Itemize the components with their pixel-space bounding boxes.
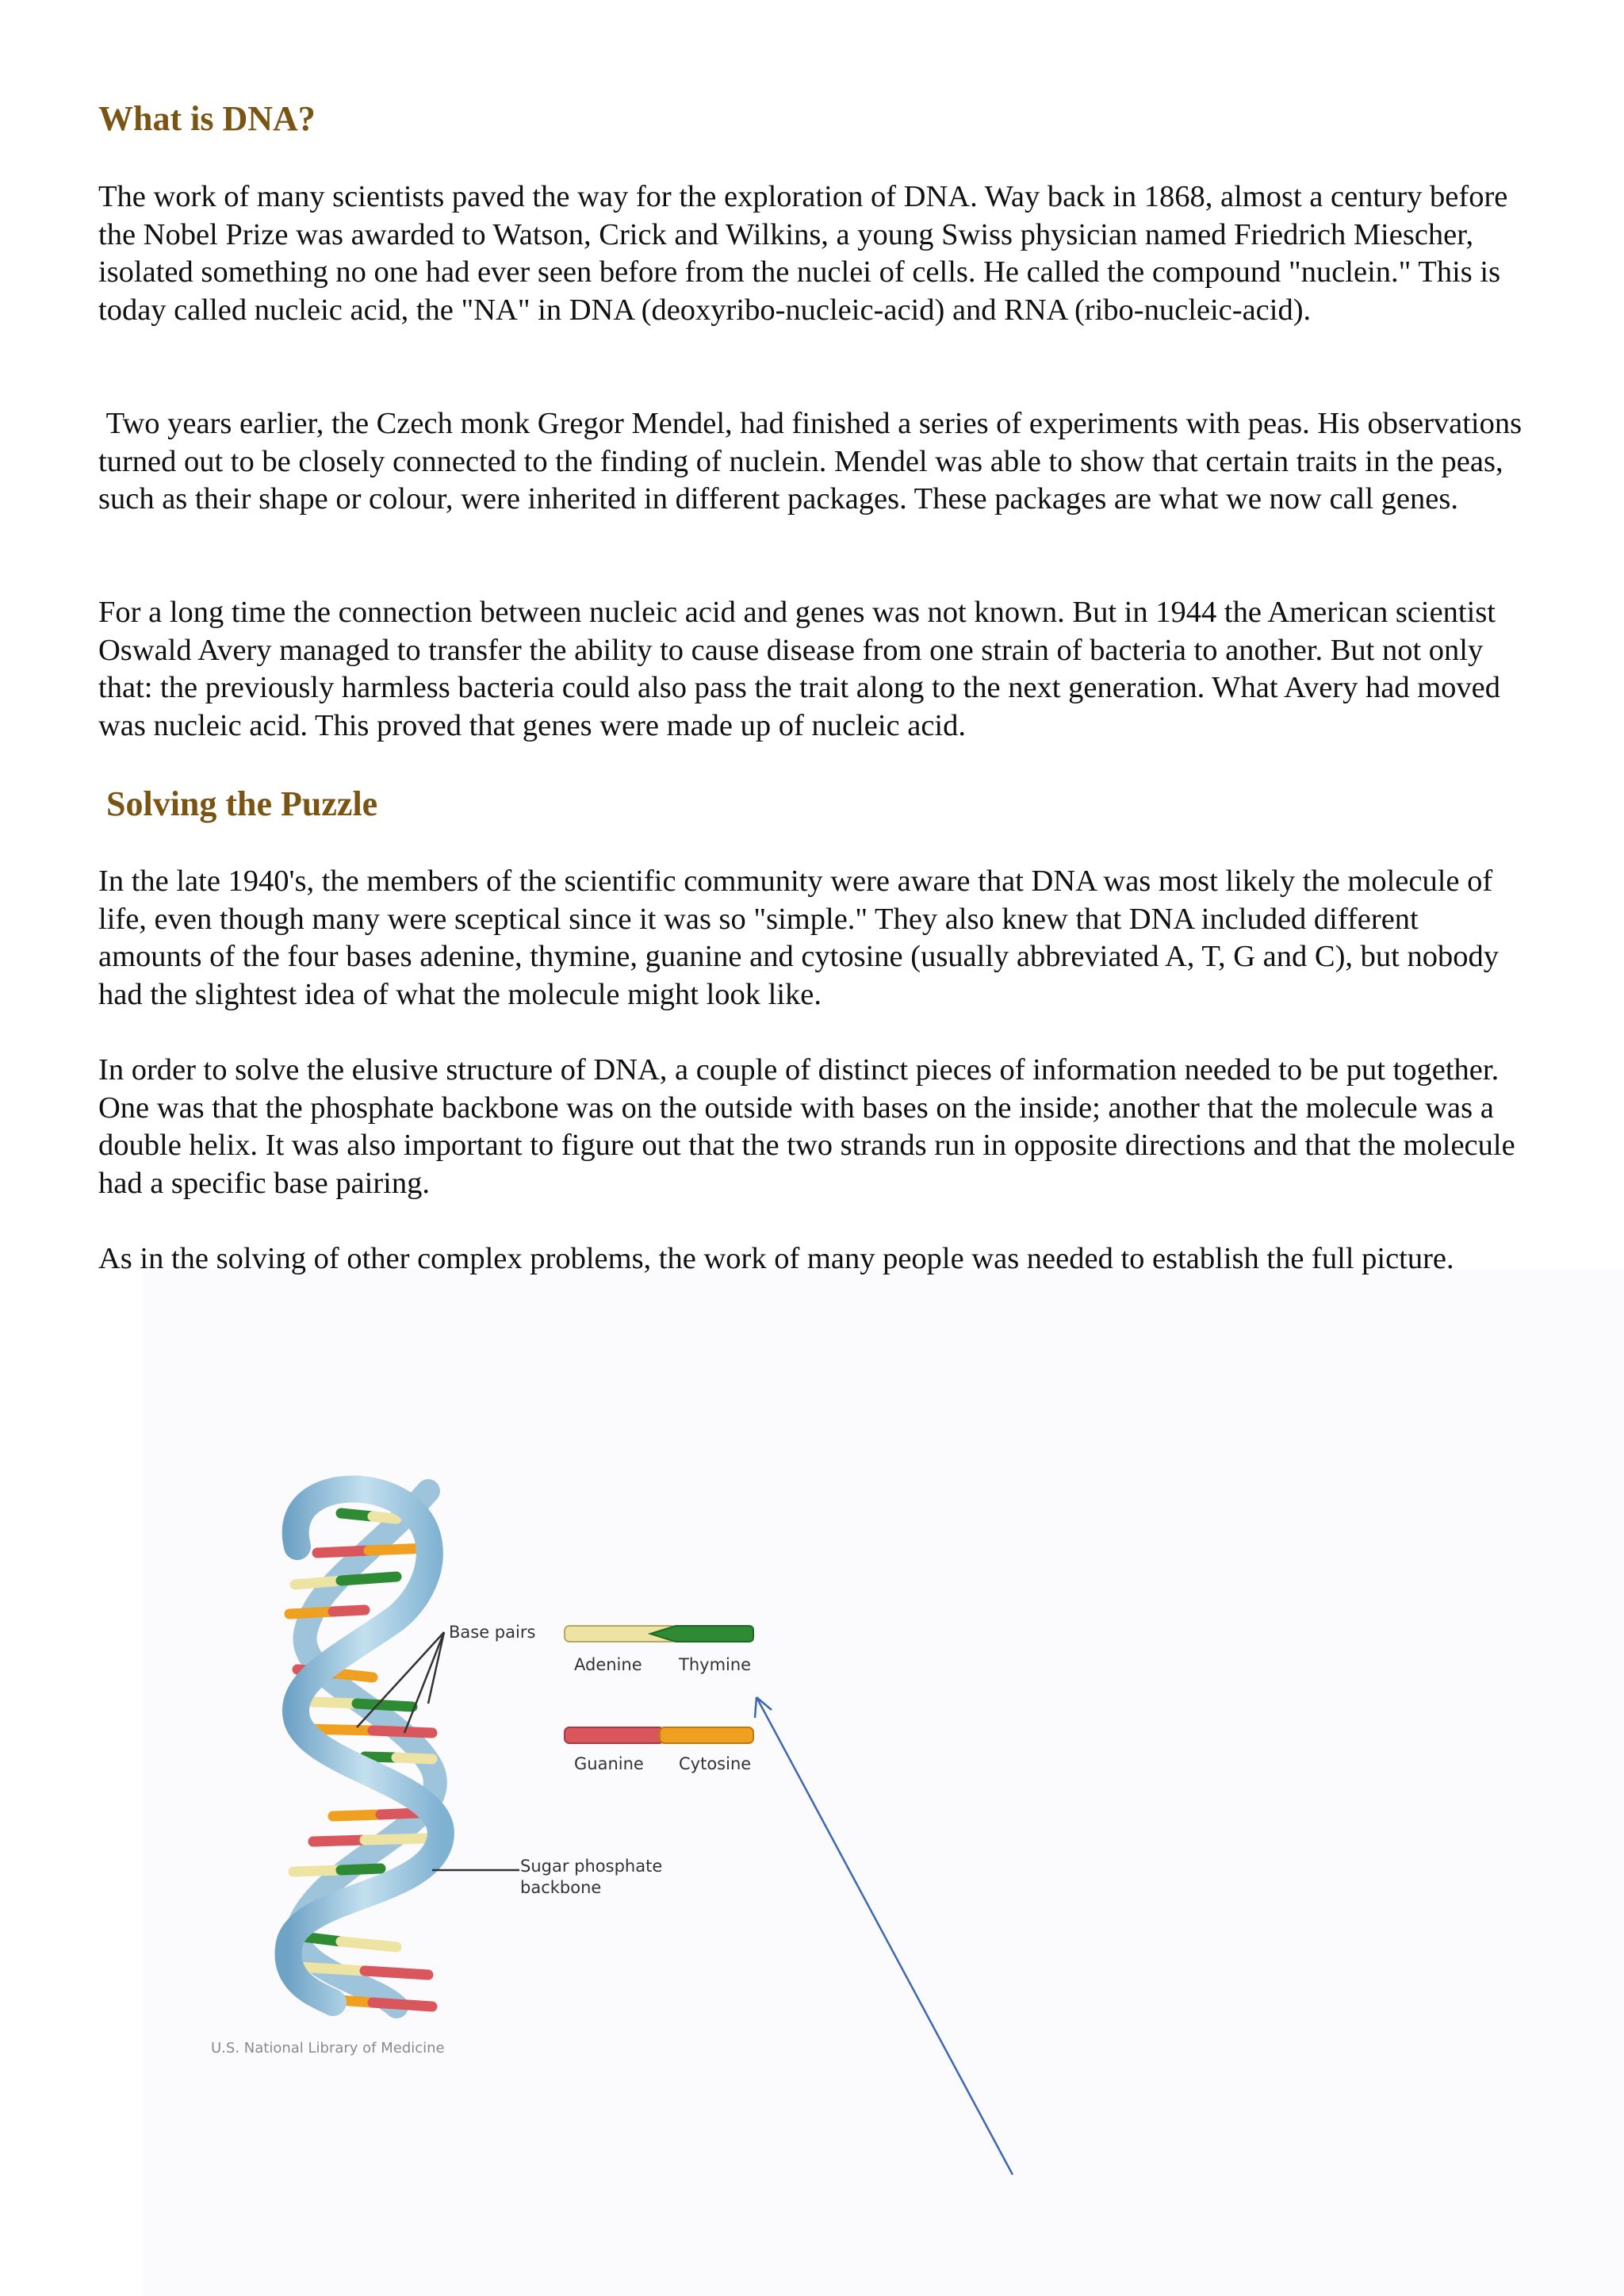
paragraph: In the late 1940's, the members of the scientific community were aware that DNA was most likely the molecule of life, even though many were sceptical since it was so "simple." They also knew that DNA included different amounts of the four bases adenine, thymine, guanine and cytosine (usually abbreviated A, T, G and C), but nobody had the slightest idea of what the molecule might look like. [98, 864, 1499, 1011]
page-shading [143, 1269, 1624, 2296]
label-adenine: Adenine [574, 1655, 642, 1674]
section-title-solving-the-puzzle: Solving the Puzzle [106, 784, 378, 823]
image-credit: U.S. National Library of Medicine [211, 2040, 445, 2056]
label-guanine: Guanine [574, 1754, 644, 1773]
paragraph: The work of many scientists paved the way for the exploration of DNA. Way back in 1868, almost a century before the Nobel Prize was awarded to Watson, Crick and Wilkins, a young Swiss physician named Friedrich Miescher, isolated something no one had ever seen before from the nuclei of cells. He called the compound "nuclein." This is today called nucleic acid, the "NA" in DNA (deoxyribo-nucleic-acid) and RNA (ribo-nucleic-acid). [98, 180, 1508, 327]
paragraph: Two years earlier, the Czech monk Gregor Mendel, had finished a series of experiments with peas. His observations turned out to be closely connected to the finding of nuclein. Mendel was able to show that certain traits in the peas, such as their shape or colour, were inherited in different packages. These packages are what we now call genes. [98, 407, 1530, 516]
label-base-pairs: Base pairs [449, 1623, 536, 1642]
section-title-what-is-dna: What is DNA? [98, 99, 316, 138]
paragraph: For a long time the connection between nucleic acid and genes was not known. But in 1944 the American scientist Oswald Avery managed to transfer the ability to cause disease from one strain of bacteria to another. But not only that: the previously harmless bacteria could also pass the trait along to the next generation. What Avery had moved was nucleic acid. This proved that genes were made up of nucleic acid. [98, 596, 1500, 742]
paragraph: As in the solving of other complex problems, the work of many people was needed to establish the full picture. [98, 1242, 1454, 1275]
label-thymine: Thymine [679, 1655, 752, 1674]
label-backbone-line1: Sugar phosphate [520, 1857, 663, 1876]
label-cytosine: Cytosine [679, 1754, 752, 1773]
label-backbone-line2: backbone [520, 1878, 602, 1897]
paragraph: In order to solve the elusive structure of DNA, a couple of distinct pieces of information needed to be put together. One was that the phosphate backbone was on the outside with bases on the inside; another that the molecule was a double helix. It was also important to figure out that the two strands run in opposite directions and that the molecule had a specific base pairing. [98, 1053, 1515, 1200]
